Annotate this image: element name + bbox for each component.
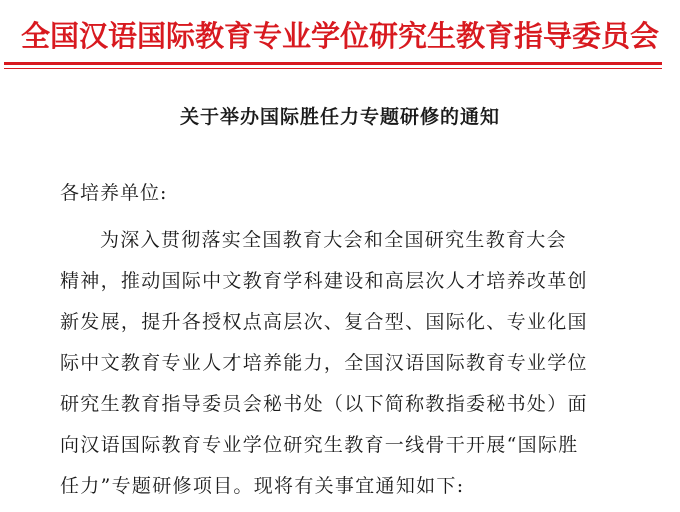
body-line: 向汉语国际教育专业学位研究生教育一线骨干开展“国际胜 xyxy=(60,434,579,456)
letterhead-org-name: 全国汉语国际教育专业学位研究生教育指导委员会 xyxy=(20,19,659,53)
letterhead-red-rule-thin xyxy=(4,68,662,69)
body-line: 新发展，提升各授权点高层次、复合型、国际化、专业化国 xyxy=(60,311,588,333)
notice-salutation: 各培养单位: xyxy=(60,182,168,204)
body-line: 精神，推动国际中文教育学科建设和高层次人才培养改革创 xyxy=(60,270,588,292)
body-line: 际中文教育专业人才培养能力，全国汉语国际教育专业学位 xyxy=(60,352,588,374)
notice-title: 关于举办国际胜任力专题研修的通知 xyxy=(179,106,500,128)
notice-body xyxy=(60,225,620,512)
body-line: 研究生教育指导委员会秘书处（以下简称教指委秘书处）面 xyxy=(60,393,588,415)
letterhead-red-rule-thick xyxy=(4,62,662,65)
body-line: 为深入贯彻落实全国教育大会和全国研究生教育大会 xyxy=(100,229,567,251)
body-line: 任力”专题研修项目。现将有关事宜通知如下: xyxy=(60,475,465,497)
